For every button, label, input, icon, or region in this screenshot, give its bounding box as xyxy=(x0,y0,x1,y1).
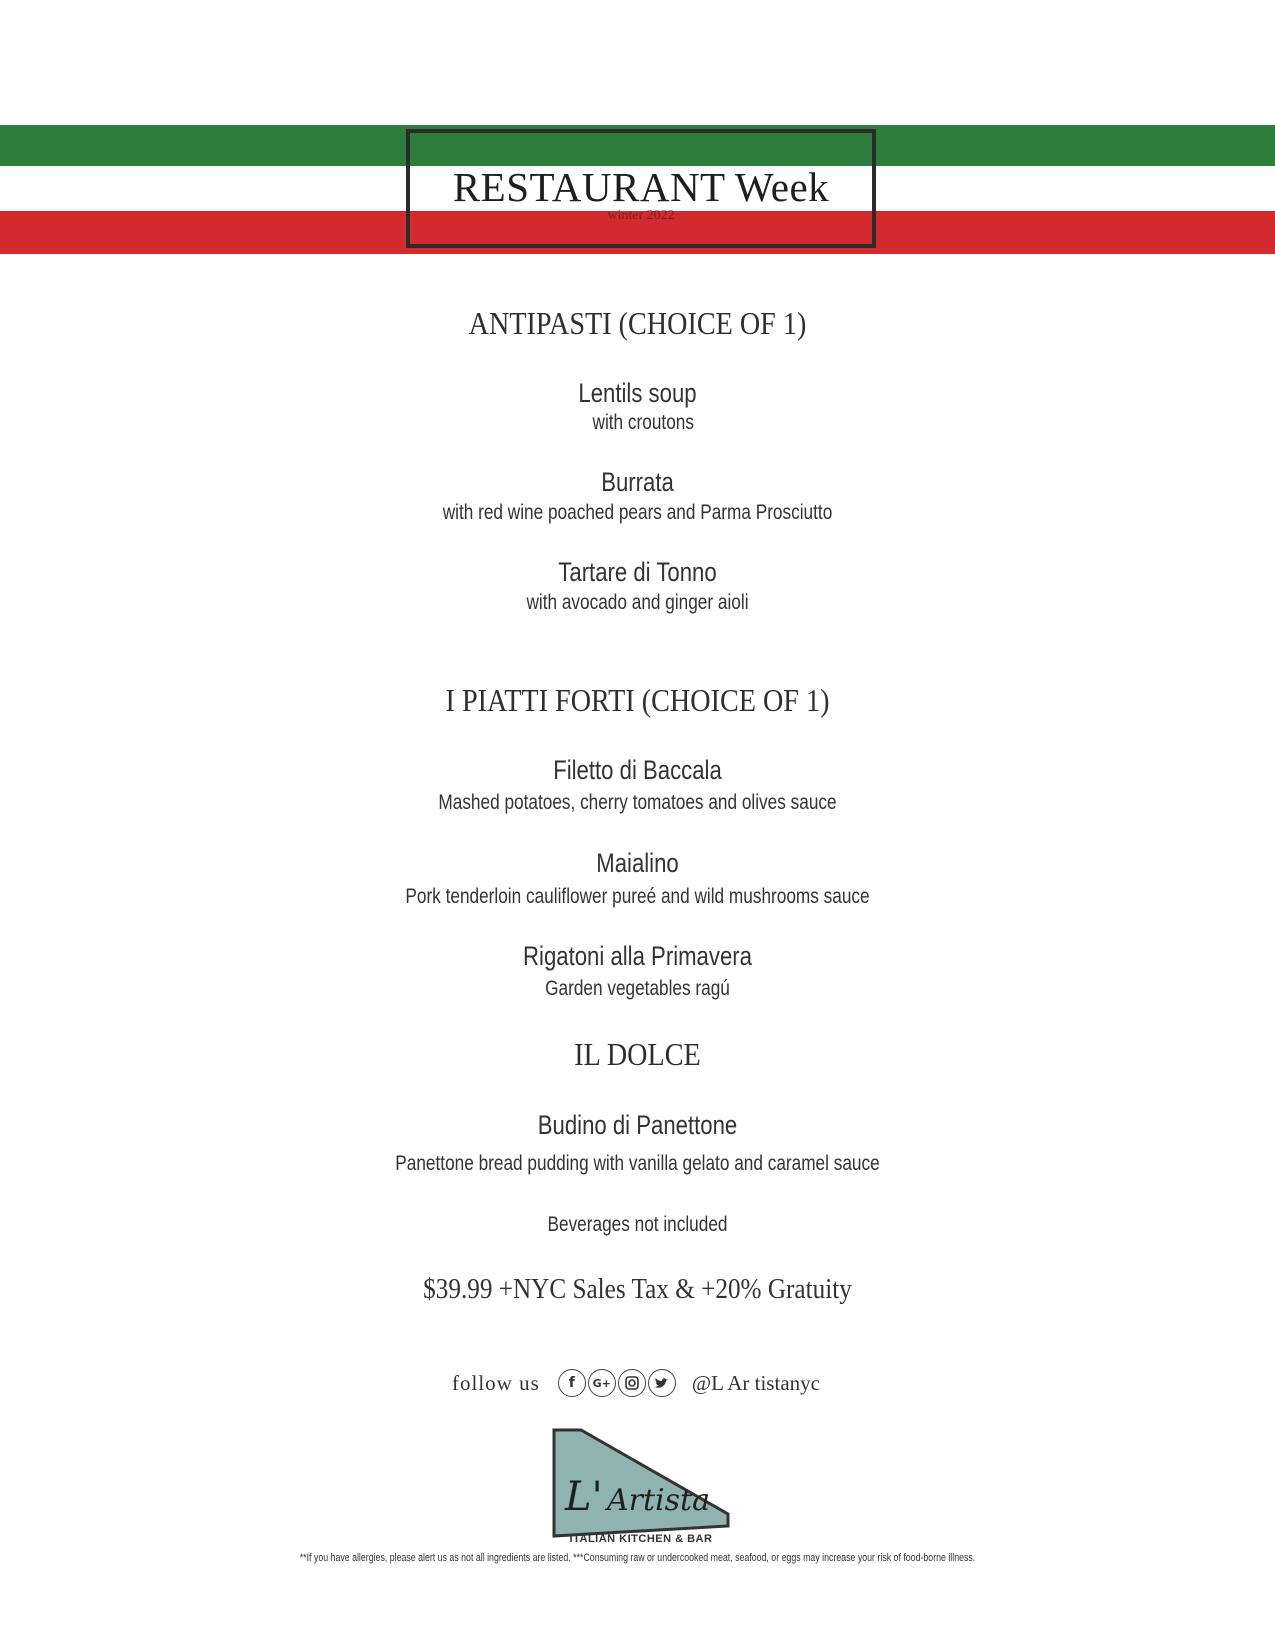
dish-name: Lentils soup xyxy=(578,378,697,408)
dish-name: Budino di Panettone xyxy=(537,1110,738,1140)
page-subtitle: winter 2022 xyxy=(607,208,675,223)
beverages-note: Beverages not included xyxy=(547,1213,728,1236)
dish-description: with croutons xyxy=(592,411,694,434)
logo-tagline: ITALIAN KITCHEN & BAR xyxy=(569,1533,713,1545)
dish-name: Burrata xyxy=(601,467,674,497)
dish-name: Tartare di Tonno xyxy=(558,557,717,587)
dish-name: Filetto di Baccala xyxy=(553,755,722,785)
instagram-icon[interactable] xyxy=(618,1369,646,1397)
dish-description: Garden vegetables ragú xyxy=(545,977,730,1000)
dish-description: with red wine poached pears and Parma Prosciutto xyxy=(442,501,833,524)
svg-text:L': L' xyxy=(565,1474,603,1520)
dish-description: Panettone bread pudding with vanilla gelato and caramel sauce xyxy=(395,1152,880,1175)
section-heading-dolce: IL DOLCE xyxy=(574,1036,701,1072)
social-icons xyxy=(558,1369,678,1397)
facebook-icon[interactable]: f xyxy=(558,1369,586,1397)
title-box xyxy=(406,129,876,248)
follow-label: follow us xyxy=(452,1370,540,1395)
allergy-disclaimer: **If you have allergies, please alert us as not all ingredients are listed. ***Consuming raw or undercooked meat, seafood, or eggs may increase your risk of food-borne illness. xyxy=(299,1552,976,1564)
social-row xyxy=(452,1368,820,1398)
dish-description: Mashed potatoes, cherry tomatoes and olives sauce xyxy=(438,791,837,814)
dish-description: with avocado and ginger aioli xyxy=(526,591,749,614)
svg-text:Artista: Artista xyxy=(607,1483,710,1518)
twitter-icon[interactable] xyxy=(648,1369,676,1397)
google-plus-icon[interactable]: G+ xyxy=(588,1369,616,1397)
price-line: $39.99 +NYC Sales Tax & +20% Gratuity xyxy=(423,1274,852,1305)
dish-name: Maialino xyxy=(596,848,679,878)
section-heading-piatti-forti: I PIATTI FORTI (CHOICE OF 1) xyxy=(445,682,830,718)
page-title: RESTAURANT Week xyxy=(452,164,830,210)
dish-name: Rigatoni alla Primavera xyxy=(523,941,752,971)
dish-description: Pork tenderloin cauliflower pureé and wild mushrooms sauce xyxy=(405,885,870,908)
social-handle[interactable]: @L Ar tistanyc xyxy=(691,1370,820,1395)
lartista-logo xyxy=(551,1428,731,1543)
section-heading-antipasti: ANTIPASTI (CHOICE OF 1) xyxy=(468,305,807,341)
